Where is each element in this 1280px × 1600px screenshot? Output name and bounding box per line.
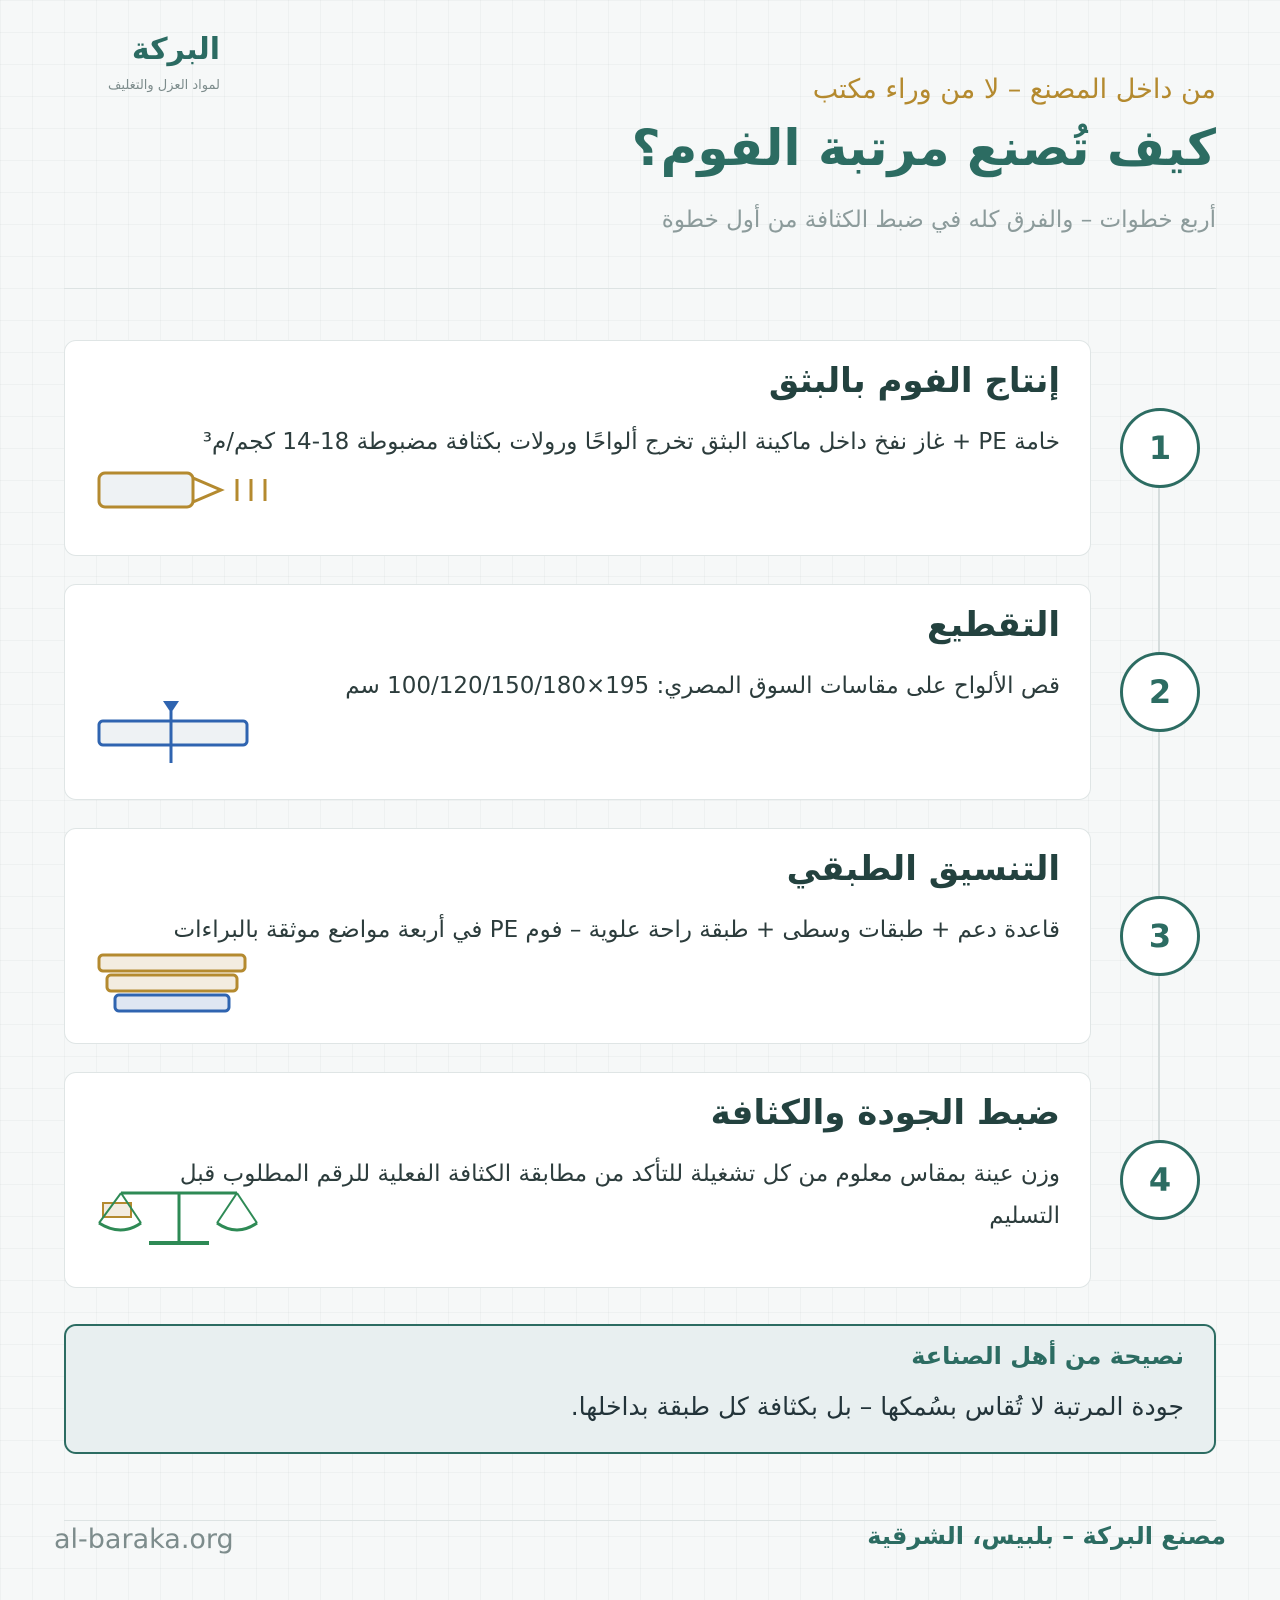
step-number-2: 2 [1120,652,1200,732]
footer-divider [64,1520,1216,1521]
step-text: قاعدة دعم + طبقات وسطى + طبقة راحة علوية – فوم PE في أربعة مواضع موثقة بالبراءات [173,917,1060,943]
header-divider [64,288,1216,289]
tip-title: نصيحة من أهل الصناعة [911,1342,1184,1370]
step-title: ضبط الجودة والكثافة [710,1093,1060,1133]
step-text: وزن عينة بمقاس معلوم من كل تشغيلة للتأكد من مطابقة الكثافة الفعلية للرقم المطلوب قبل التسليم [179,1161,1060,1229]
extruder-icon [97,467,277,511]
tip-box [64,1324,1216,1454]
step-number-3: 3 [1120,896,1200,976]
step-card-2 [64,584,1091,800]
step-number-4: 4 [1120,1140,1200,1220]
brand-tagline: لمواد العزل والتغليف [107,78,220,93]
step-text: خامة PE + غاز نفخ داخل ماكينة البثق تخرج ألواحًا ورولات بكثافة مضبوطة 18-14 كجم/م³ [202,429,1060,455]
step-text: قص الألواح على مقاسات السوق المصري: 195×100/120/150/180 سم [345,673,1060,699]
header-kicker: من داخل المصنع – لا من وراء مكتب [812,74,1216,105]
footer-address: مصنع البركة – بلبيس، الشرقية [867,1522,1226,1550]
timeline-line [1158,448,1160,1173]
page-subtitle: أربع خطوات – والفرق كله في ضبط الكثافة من أول خطوة [661,207,1216,233]
step-card-1 [64,340,1091,556]
step-card-4 [64,1072,1091,1288]
cutting-icon [97,701,257,765]
step-title: التنسيق الطبقي [786,849,1060,889]
brand [64,30,220,93]
step-title: إنتاج الفوم بالبثق [768,361,1060,401]
scale-icon [97,1185,261,1249]
header [316,70,1216,236]
tip-text: جودة المرتبة لا تُقاس بسُمكها – بل بكثافة كل طبقة بداخلها. [570,1392,1184,1421]
step-card-3 [64,828,1091,1044]
step-number-1: 1 [1120,408,1200,488]
step-title: التقطيع [927,605,1060,645]
footer-website-link[interactable]: al-baraka.org [54,1524,234,1555]
brand-name: البركة [131,32,220,67]
page-title: كيف تُصنع مرتبة الفوم؟ [631,119,1216,177]
layers-icon [97,953,257,1017]
